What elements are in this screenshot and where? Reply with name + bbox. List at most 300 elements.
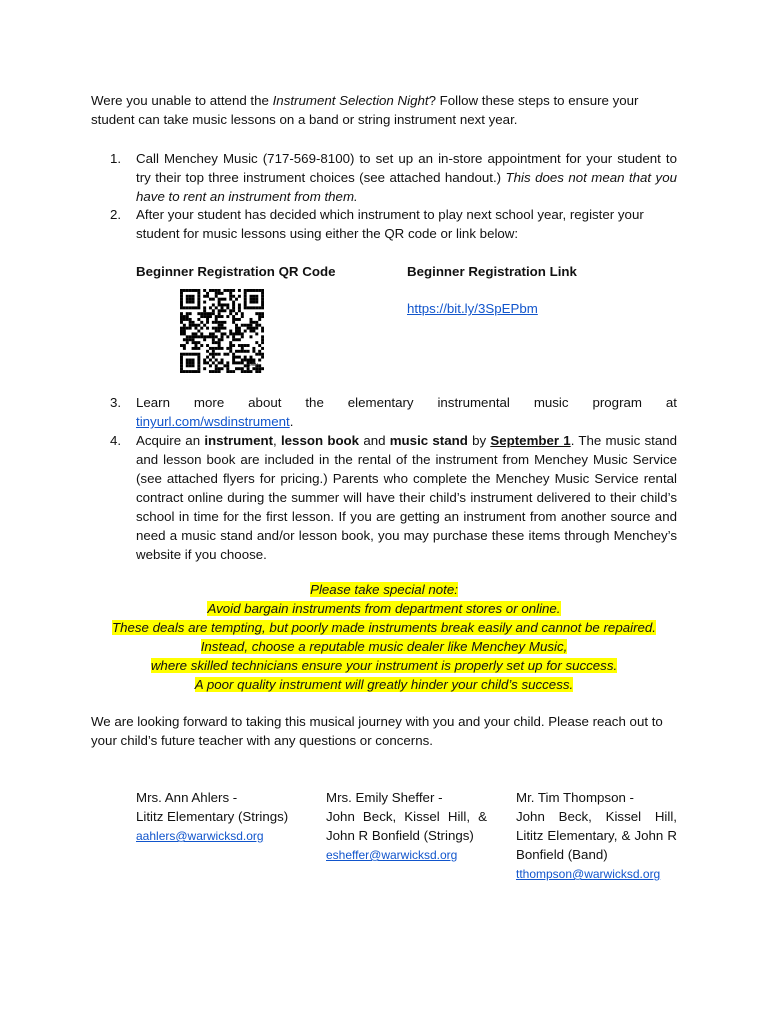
qr-module	[232, 338, 235, 341]
qr-module	[218, 370, 221, 373]
qr-module	[200, 321, 203, 324]
qr-module	[221, 332, 224, 335]
note-line: Please take special note:	[310, 582, 458, 597]
qr-module	[258, 344, 261, 347]
qr-module	[226, 335, 229, 338]
qr-module	[261, 347, 264, 350]
program-link[interactable]: tinyurl.com/wsdinstrument	[136, 414, 290, 429]
qr-module	[226, 361, 229, 364]
qr-module	[206, 335, 209, 338]
qr-module	[180, 301, 183, 304]
qr-module	[258, 353, 261, 356]
qr-module	[189, 318, 192, 321]
qr-module	[200, 327, 203, 330]
qr-module	[218, 341, 221, 344]
qr-caption: bitly	[249, 362, 258, 368]
qr-module	[238, 318, 241, 321]
item-lesson-book: lesson book	[280, 433, 360, 448]
qr-module	[252, 301, 255, 304]
qr-module	[192, 353, 195, 356]
qr-module	[215, 347, 218, 350]
qr-module	[197, 306, 200, 309]
qr-module	[229, 298, 232, 301]
qr-module	[209, 289, 212, 292]
qr-module	[215, 353, 218, 356]
qr-module	[206, 356, 209, 359]
qr-module	[244, 292, 247, 295]
step-text: by	[467, 433, 491, 448]
qr-module	[218, 315, 221, 318]
qr-module	[180, 318, 183, 321]
qr-module	[258, 350, 261, 353]
qr-module	[197, 292, 200, 295]
note-line: These deals are tempting, but poorly made instruments break easily and cannot be repaired.	[111, 620, 656, 635]
qr-module	[252, 289, 255, 292]
qr-module	[215, 318, 218, 321]
qr-module	[183, 338, 186, 341]
qr-module	[258, 370, 261, 373]
qr-module	[255, 370, 258, 373]
qr-module	[212, 350, 215, 353]
qr-module	[209, 298, 212, 301]
qr-module	[261, 330, 264, 333]
qr-module	[203, 338, 206, 341]
qr-module	[192, 295, 195, 298]
qr-module	[247, 344, 250, 347]
qr-module	[238, 306, 241, 309]
qr-module	[206, 312, 209, 315]
qr-module	[206, 361, 209, 364]
step-4	[110, 431, 678, 564]
qr-module	[212, 353, 215, 356]
qr-module	[212, 356, 215, 359]
qr-module	[183, 370, 186, 373]
intro-text-end: ? Follow these steps to ensure your student can take music lessons on a band or string instrument next year.	[91, 93, 639, 127]
qr-module	[232, 318, 235, 321]
qr-module	[221, 324, 224, 327]
qr-module	[255, 321, 258, 324]
qr-module	[244, 289, 247, 292]
qr-module	[258, 312, 261, 315]
qr-module	[183, 324, 186, 327]
qr-module	[218, 301, 221, 304]
qr-module	[180, 330, 183, 333]
qr-module	[203, 335, 206, 338]
qr-module	[200, 335, 203, 338]
qr-module	[218, 347, 221, 350]
qr-module	[194, 335, 197, 338]
qr-module	[255, 353, 258, 356]
qr-module	[206, 350, 209, 353]
step-text: and	[359, 433, 390, 448]
qr-module	[200, 312, 203, 315]
qr-module	[258, 306, 261, 309]
qr-module	[241, 350, 244, 353]
teacher-card	[326, 788, 487, 865]
qr-module	[235, 318, 238, 321]
teacher-email[interactable]: tthompson@warwicksd.org	[516, 867, 661, 881]
qr-module	[189, 361, 192, 364]
qr-module	[261, 306, 264, 309]
qr-module	[232, 306, 235, 309]
qr-module	[194, 289, 197, 292]
qr-module	[215, 295, 218, 298]
qr-module	[192, 298, 195, 301]
qr-module	[235, 350, 238, 353]
qr-module	[197, 324, 200, 327]
qr-module	[212, 298, 215, 301]
qr-module	[247, 324, 250, 327]
qr-module	[183, 347, 186, 350]
qr-module	[235, 324, 238, 327]
qr-module	[209, 364, 212, 367]
qr-module	[180, 327, 183, 330]
qr-module	[218, 361, 221, 364]
qr-module	[238, 367, 241, 370]
qr-module	[215, 321, 218, 324]
qr-module	[183, 344, 186, 347]
qr-module	[192, 306, 195, 309]
qr-module	[258, 315, 261, 318]
qr-module	[183, 315, 186, 318]
qr-module	[244, 356, 247, 359]
qr-module	[241, 361, 244, 364]
qr-module	[189, 327, 192, 330]
step-number: 2.	[110, 207, 122, 222]
note-line: where skilled technicians ensure your instrument is properly set up for success.	[150, 658, 618, 673]
step-text: After your student has decided which instrument to play next school year, register your student for music lessons using either the QR code or link below:	[136, 207, 644, 241]
qr-module	[194, 347, 197, 350]
qr-module	[229, 347, 232, 350]
qr-module	[197, 330, 200, 333]
qr-module	[194, 353, 197, 356]
qr-module	[194, 341, 197, 344]
qr-module	[223, 321, 226, 324]
step-number: 1.	[110, 151, 122, 166]
qr-module	[241, 312, 244, 315]
special-note	[60, 580, 708, 694]
qr-module	[241, 359, 244, 362]
step-3	[110, 393, 677, 431]
qr-module	[232, 370, 235, 373]
qr-module	[232, 303, 235, 306]
qr-module	[215, 341, 218, 344]
qr-module	[255, 306, 258, 309]
qr-module	[192, 359, 195, 362]
qr-module	[261, 338, 264, 341]
qr-module	[186, 338, 189, 341]
qr-module	[258, 318, 261, 321]
qr-module	[229, 370, 232, 373]
qr-module	[218, 324, 221, 327]
qr-module	[252, 295, 255, 298]
step-number: 4.	[110, 433, 122, 448]
registration-link-label: Beginner Registration Link	[407, 264, 577, 279]
qr-module	[203, 306, 206, 309]
qr-module	[238, 303, 241, 306]
qr-module	[189, 359, 192, 362]
qr-module	[241, 367, 244, 370]
qr-module	[203, 359, 206, 362]
qr-module	[261, 367, 264, 370]
qr-module	[244, 301, 247, 304]
event-name: Instrument Selection Night	[272, 93, 429, 108]
qr-module	[186, 295, 189, 298]
qr-module	[189, 364, 192, 367]
qr-module	[186, 298, 189, 301]
qr-module	[221, 298, 224, 301]
qr-module	[197, 341, 200, 344]
qr-module	[232, 361, 235, 364]
qr-module	[189, 306, 192, 309]
qr-module	[232, 335, 235, 338]
qr-module	[212, 338, 215, 341]
qr-module	[192, 361, 195, 364]
step-text: ,	[273, 433, 281, 448]
qr-module	[252, 327, 255, 330]
qr-module	[261, 312, 264, 315]
qr-module	[203, 312, 206, 315]
qr-module	[226, 353, 229, 356]
qr-module	[192, 364, 195, 367]
qr-module	[203, 367, 206, 370]
qr-module	[238, 330, 241, 333]
qr-module	[255, 301, 258, 304]
qr-module	[194, 344, 197, 347]
qr-module	[238, 289, 241, 292]
qr-module	[192, 289, 195, 292]
qr-module	[192, 338, 195, 341]
qr-module	[218, 353, 221, 356]
qr-module	[189, 324, 192, 327]
qr-module	[250, 370, 253, 373]
qr-module	[189, 295, 192, 298]
qr-module	[215, 364, 218, 367]
qr-module	[212, 332, 215, 335]
teacher-schools: John Beck, Kissel Hill, & John R Bonfield (Strings)	[326, 809, 487, 843]
qr-module	[215, 359, 218, 362]
qr-module	[192, 335, 195, 338]
qr-module	[238, 356, 241, 359]
qr-module	[261, 356, 264, 359]
qr-module	[221, 367, 224, 370]
qr-module	[218, 367, 221, 370]
qr-module	[250, 356, 253, 359]
qr-module	[235, 298, 238, 301]
qr-module	[221, 315, 224, 318]
qr-module	[223, 298, 226, 301]
qr-module	[232, 321, 235, 324]
qr-module	[261, 292, 264, 295]
qr-module	[244, 370, 247, 373]
qr-module	[221, 338, 224, 341]
registration-link[interactable]: https://bit.ly/3SpEPbm	[407, 301, 538, 316]
qr-module	[223, 289, 226, 292]
qr-module	[250, 289, 253, 292]
qr-module	[252, 306, 255, 309]
qr-module	[209, 370, 212, 373]
qr-module	[197, 289, 200, 292]
note-line: A poor quality instrument will greatly hinder your child’s success.	[194, 677, 574, 692]
qr-module	[186, 312, 189, 315]
qr-module	[229, 309, 232, 312]
qr-module	[218, 321, 221, 324]
qr-module	[218, 312, 221, 315]
qr-module	[241, 344, 244, 347]
qr-module	[247, 306, 250, 309]
qr-module	[212, 341, 215, 344]
qr-module	[244, 350, 247, 353]
qr-code-image[interactable]	[180, 289, 264, 373]
teacher-card	[516, 788, 677, 884]
qr-module	[241, 370, 244, 373]
qr-module	[180, 367, 183, 370]
qr-module	[206, 321, 209, 324]
qr-module	[221, 292, 224, 295]
qr-module	[238, 332, 241, 335]
qr-module	[186, 327, 189, 330]
qr-module	[189, 289, 192, 292]
step-text: . The music stand and lesson book are included in the rental of the instrument from Menchey Music Service (see attached flyers for pricing.) Parents who complete the Menchey Music Service rental contract online during the summer will have their child’s instrument delivered to their child’s school in time for the first lesson. If you are getting an instrument from another source and need a music stand and/or lesson book, you may purchase these items through Menchey’s website if you choose.	[136, 433, 678, 562]
qr-module	[197, 364, 200, 367]
qr-module	[229, 350, 232, 353]
qr-module	[197, 318, 200, 321]
qr-module	[189, 321, 192, 324]
qr-module	[241, 347, 244, 350]
qr-module	[218, 309, 221, 312]
qr-module	[232, 295, 235, 298]
note-line: Instead, choose a reputable music dealer like Menchey Music,	[200, 639, 568, 654]
qr-module	[252, 321, 255, 324]
qr-module	[186, 301, 189, 304]
qr-module	[209, 306, 212, 309]
qr-module	[203, 315, 206, 318]
qr-module	[200, 344, 203, 347]
qr-module	[197, 295, 200, 298]
qr-module	[180, 332, 183, 335]
item-music-stand: music stand	[389, 433, 468, 448]
qr-module	[258, 324, 261, 327]
qr-module	[209, 347, 212, 350]
step-suffix: .	[289, 414, 294, 429]
qr-module	[255, 312, 258, 315]
qr-module	[186, 364, 189, 367]
qr-module	[261, 353, 264, 356]
qr-module	[206, 292, 209, 295]
qr-module	[221, 303, 224, 306]
qr-module	[226, 315, 229, 318]
qr-module	[192, 301, 195, 304]
qr-module	[238, 338, 241, 341]
qr-module	[212, 309, 215, 312]
teacher-email[interactable]: esheffer@warwicksd.org	[326, 848, 458, 862]
qr-module	[232, 289, 235, 292]
qr-module	[180, 295, 183, 298]
qr-module	[221, 309, 224, 312]
qr-module	[235, 330, 238, 333]
qr-module	[235, 327, 238, 330]
qr-module	[180, 298, 183, 301]
qr-module	[215, 330, 218, 333]
qr-module	[186, 315, 189, 318]
qr-module	[186, 359, 189, 362]
qr-module	[255, 332, 258, 335]
qr-module	[197, 298, 200, 301]
qr-module	[194, 327, 197, 330]
qr-module	[180, 321, 183, 324]
qr-module	[229, 295, 232, 298]
qr-module	[232, 332, 235, 335]
step-number: 3.	[110, 395, 122, 410]
qr-module	[200, 332, 203, 335]
qr-module	[183, 318, 186, 321]
teacher-name: Mrs. Ann Ahlers -	[136, 790, 238, 805]
qr-module	[247, 327, 250, 330]
qr-module	[215, 315, 218, 318]
qr-module	[209, 312, 212, 315]
teacher-email[interactable]: aahlers@warwicksd.org	[136, 829, 264, 843]
qr-module	[180, 344, 183, 347]
qr-module	[223, 332, 226, 335]
qr-module	[218, 344, 221, 347]
qr-module	[258, 359, 261, 362]
qr-module	[186, 353, 189, 356]
qr-module	[255, 327, 258, 330]
qr-module	[215, 370, 218, 373]
qr-module	[197, 367, 200, 370]
qr-module	[218, 292, 221, 295]
qr-module	[250, 295, 253, 298]
qr-module	[183, 327, 186, 330]
qr-module	[244, 330, 247, 333]
qr-module	[226, 367, 229, 370]
qr-module	[238, 350, 241, 353]
qr-module	[183, 332, 186, 335]
qr-module	[250, 318, 253, 321]
qr-module	[206, 315, 209, 318]
qr-module	[223, 364, 226, 367]
qr-module	[238, 344, 241, 347]
qr-module	[212, 327, 215, 330]
qr-module	[197, 312, 200, 315]
qr-module	[206, 327, 209, 330]
qr-module	[229, 330, 232, 333]
qr-module	[261, 295, 264, 298]
qr-module	[229, 332, 232, 335]
teacher-name: Mr. Tim Thompson -	[516, 790, 634, 805]
qr-module	[244, 306, 247, 309]
qr-module	[186, 289, 189, 292]
qr-module	[192, 370, 195, 373]
qr-module	[189, 298, 192, 301]
qr-module	[250, 306, 253, 309]
qr-module	[194, 332, 197, 335]
qr-module	[252, 298, 255, 301]
qr-module	[192, 341, 195, 344]
qr-module	[255, 295, 258, 298]
qr-module	[180, 370, 183, 373]
qr-module	[247, 289, 250, 292]
qr-module	[229, 312, 232, 315]
qr-module	[180, 364, 183, 367]
qr-module	[192, 324, 195, 327]
qr-module	[232, 359, 235, 362]
qr-module	[212, 321, 215, 324]
qr-module	[232, 353, 235, 356]
qr-module	[250, 330, 253, 333]
qr-module	[197, 356, 200, 359]
qr-module	[229, 344, 232, 347]
